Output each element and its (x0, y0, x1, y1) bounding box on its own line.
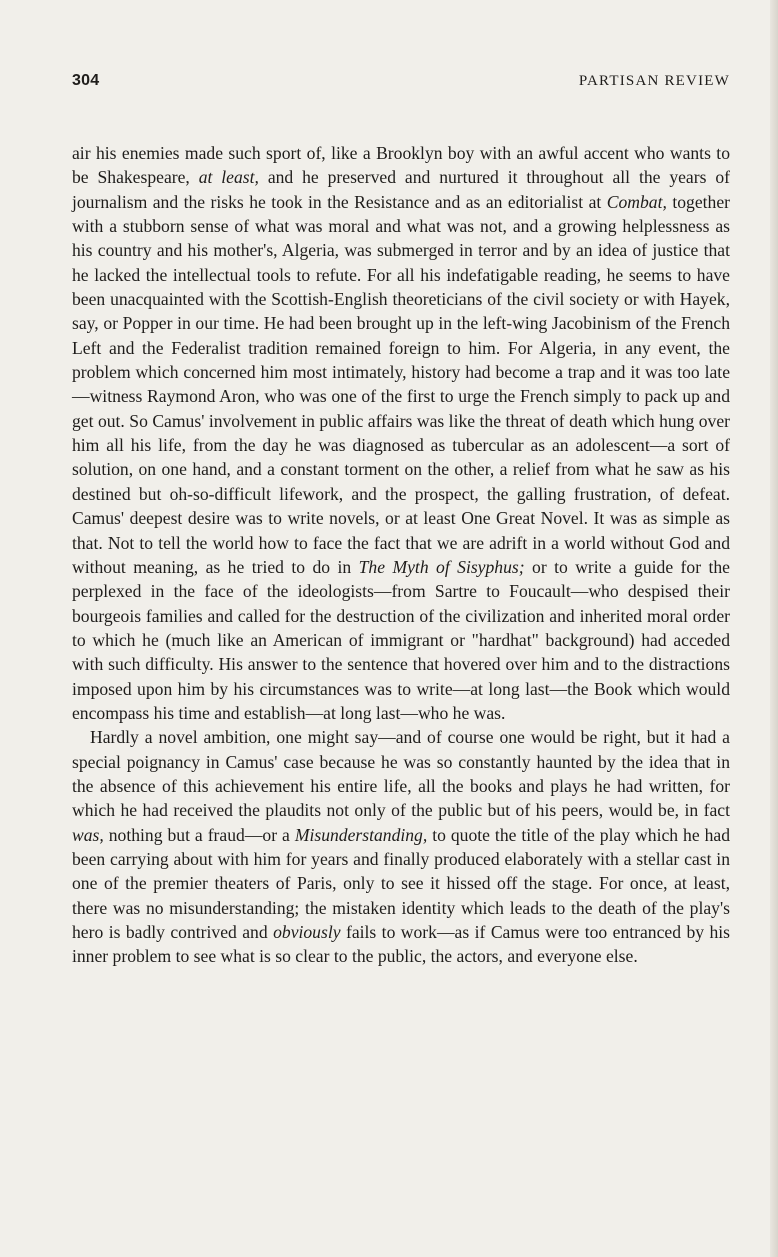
italic-segment: obviously (273, 922, 341, 942)
text-segment: and he preserved and nurtured it throughout all the years of journalism and the risks he took in the Resistance and as an editorialist at (72, 167, 730, 212)
italic-segment: was, (72, 824, 104, 845)
page-number: 304 (72, 72, 100, 89)
body-text (72, 141, 730, 969)
text-segment: nothing but a fraud—or a (103, 824, 295, 845)
text-segment: Hardly a novel ambition, one might say—and of course one would be right, but it had a special poignancy in Camus' case because he was so constantly haunted by the idea that in the absence of this achievement his entire life, all the books and plays he had written, for which he had received the plaudits not only of the public but of his peers, would be, in fact (72, 727, 730, 821)
text-segment: or to write a guide for the perplexed in the face of the ideologists—from Sartre to Foucault—who despised their bourgeois families and called for the destruction of the civilization and inherited moral order to which he (much like an American of immigrant or "hardhat" background) had acceded with such difficulty. His answer to the sentence that hovered over him and to the distractions imposed upon him by his circumstances was to write—at long last—the Book which would encompass his time and establish—at long last—who he was. (72, 556, 730, 723)
text-segment: together with a stubborn sense of what was moral and what was not, and a growing helplessness as his country and his mother's, Algeria, was submerged in terror and by an idea of justice that he lacked the intellectual tools to refute. For all his indefatigable reading, he seems to have been unacquainted with the Scottish-English theoreticians of the civil society or with Hayek, say, or Popper in our time. He had been brought up in the left-wing Jacobinism of the French Left and the Federalist tradition remained foreign to him. For Algeria, in any event, the problem which concerned him most intimately, history had become a trap and it was too late—witness Raymond Aron, who was one of the first to urge the French simply to pack up and get out. So Camus' involvement in public affairs was like the threat of death which hung over him all his life, from the day he was diagnosed as tubercular as an adolescent—a sort of solution, on one hand, and a constant torment on the other, a relief from what he saw as his destined but oh-so-difficult lifework, and the prospect, the galling frustration, of defeat. Camus' deepest desire was to write novels, or at least One Great Novel. It was as simple as that. Not to tell the world how to face the fact that we are adrift in a world without God and without meaning, as he tried to do in (72, 191, 730, 577)
text-segment: fails to work—as if Camus were too entranced by his inner problem to see what is so clear to the public, the actors, and everyone else. (72, 922, 731, 967)
italic-segment: The Myth of Sisyphus; (358, 556, 525, 577)
running-head: PARTISAN REVIEW (578, 73, 730, 89)
paragraph-1 (72, 141, 730, 725)
italic-segment: at least, (198, 167, 259, 188)
italic-segment: Misunderstanding, (294, 824, 428, 845)
paragraph-2 (72, 725, 730, 968)
page-header (72, 72, 730, 90)
text-segment: air his enemies made such sport of, like a Brooklyn boy with an awful accent who wants to be Shakespeare, (72, 143, 730, 188)
text-segment: to quote the title of the play which he had been carrying about with him for years and finally produced elaborately with a stellar cast in one of the premier theaters of Paris, only to see it hissed off the stage. For once, at least, there was no misunderstanding; the mistaken identity which leads to the death of the play's hero is badly contrived and (72, 824, 730, 942)
page-edge (770, 0, 778, 1257)
italic-segment: Combat, (606, 191, 667, 212)
